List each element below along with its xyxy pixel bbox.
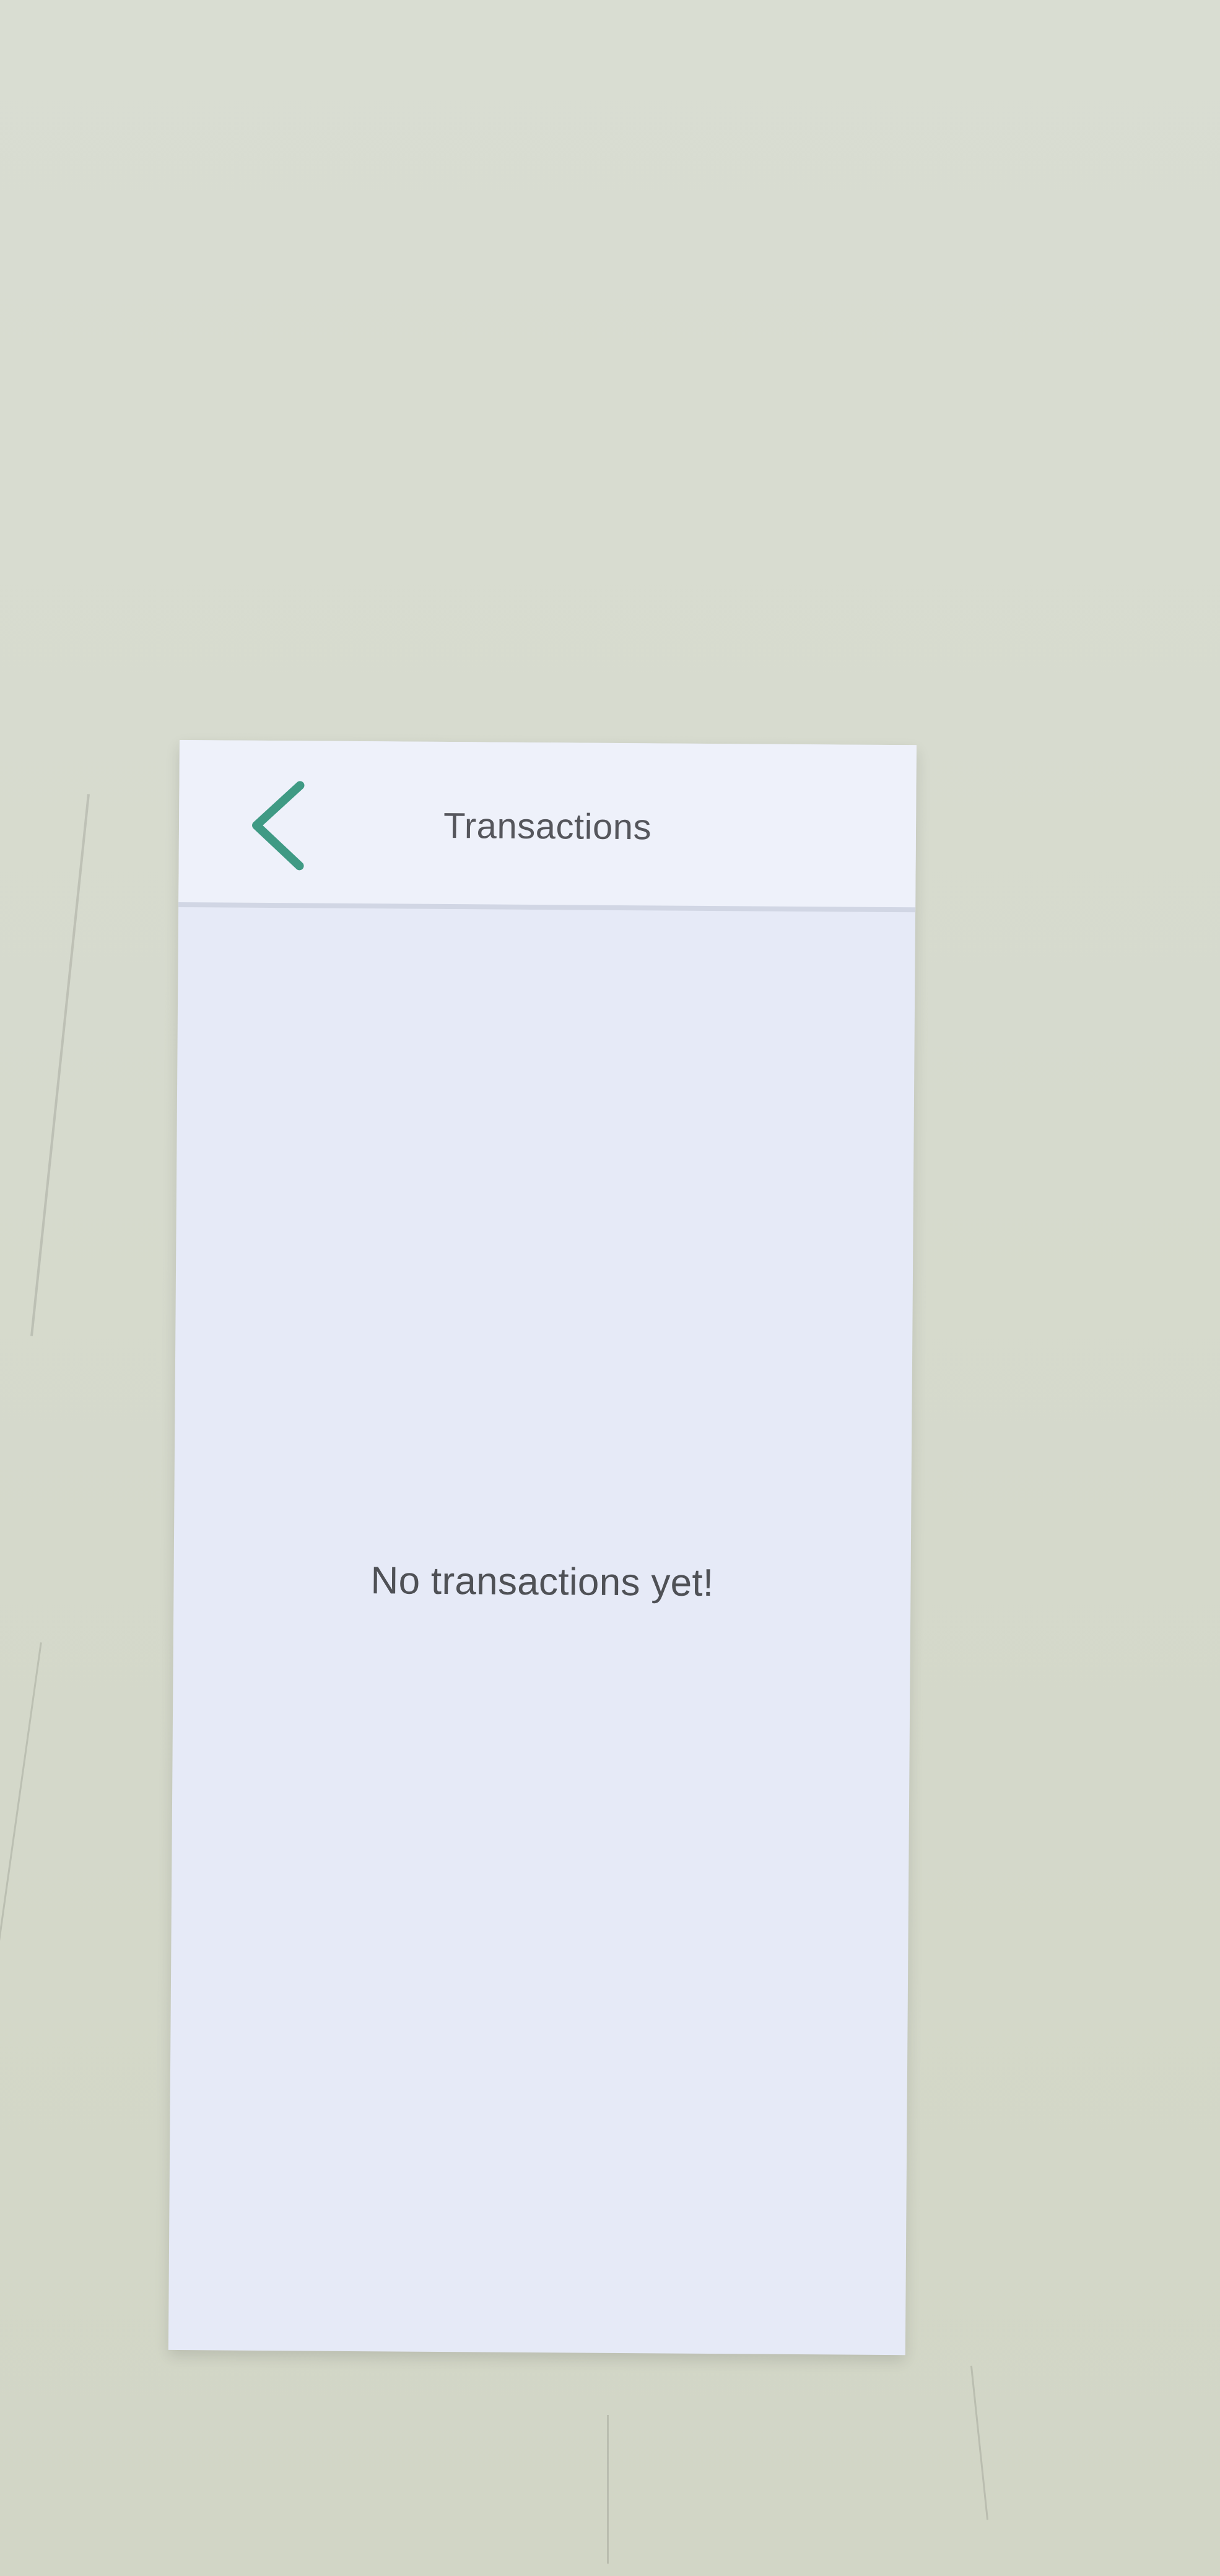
transactions-content: [168, 907, 915, 2355]
back-button[interactable]: [241, 779, 316, 872]
desk-scratch-bottom-1: [607, 2415, 609, 2564]
empty-transactions-message: No transactions yet!: [370, 1559, 714, 1605]
chevron-left-icon: [241, 779, 316, 872]
page-title: Transactions: [443, 805, 652, 847]
desk-scratch-left-2: [0, 1642, 42, 1949]
desk-scratch-bottom-2: [970, 2366, 988, 2520]
app-screen: [168, 740, 917, 2355]
desk-scratch-left: [30, 794, 90, 1336]
app-header: [178, 740, 917, 912]
